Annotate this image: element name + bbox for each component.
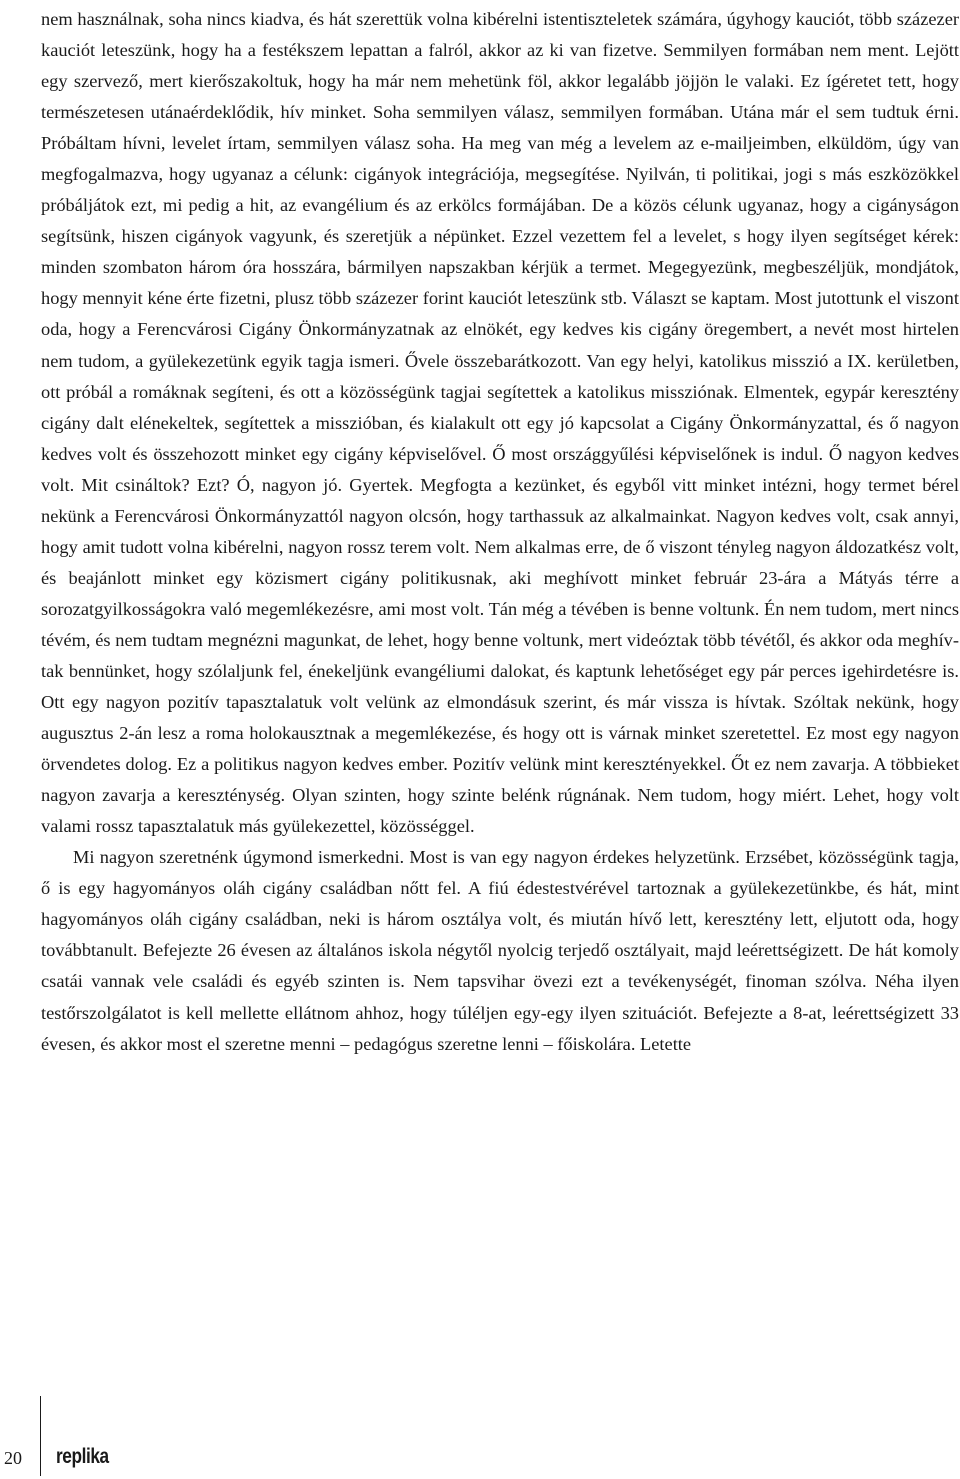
page-number: 20 <box>4 1448 22 1468</box>
footer-divider <box>40 1396 41 1476</box>
article-body <box>41 4 959 1060</box>
paragraph: Mi nagyon szeretnénk úgymond ismerkedni. Most is van egy nagyon érdekes helyzetünk. Erzsébet, közösségünk tagja, ő is egy hagyományos oláh cigány családban nőtt fel. A fiú édestestvérével tartoznak a gyülekezetünkbe, és hát, mint hagyományos oláh cigány családban, neki is három osztálya volt, és miután hívő lett, keresztény lett, eljutott oda, hogy továbbtanult. Befejezte 26 évesen az általános iskola négytől nyolcig terjedő osztályait, majd leérettségizett. De hát komoly csatái vannak vele családi és egyéb szinten is. Nem tapsvihar övezi ezt a tevékenységét, finoman szólva. Néha ilyen testőrszolgálatot is kell mellette ellátnom ahhoz, hogy túléljen egy-egy ilyen szituációt. Befejezte a 8-at, leérettségizett 33 évesen, és akkor most el szeretne menni – pedagógus szeretne lenni – főiskolára. Letette <box>41 847 959 1054</box>
journal-logo: replika <box>56 1445 109 1468</box>
paragraph: nem használnak, soha nincs kiadva, és hát szerettük volna kibérelni istentiszteletek számára, úgyhogy kauciót, több százezer kauciót leteszünk, hogy ha a festékszem lepattan a falról, akkor az ki van fizetve. Semmilyen formában nem ment. Lejött egy szervező, mert kierőszakoltuk, hogy ha már nem mehetünk föl, akkor legalább jöjjön le valaki. Ez ígéretet tett, hogy természetesen utánaérdeklődik, hív minket. Soha semmilyen válasz, semmilyen formában. Utána már el sem tudtuk érni. Próbáltam hívni, levelet írtam, semmilyen válasz soha. Ha meg van még a levelem az e-mailjeimben, elküldöm, úgy van megfogalmazva, hogy ugyanaz a célunk: cigányok integrációja, megsegítése. Nyilván, ti politikai, jogi s más eszközökkel próbáljátok ezt, mi pedig a hit, az evangélium és az erkölcs formájában. De a közös célunk ugyanaz, hogy a cigányságon segítsünk, hiszen cigányok vagyunk, és szeretjük a népünket. Ezzel vezettem fel a levelet, s hogy ilyen segítséget kérek: minden szombaton három óra hosszára, bármilyen napszakban kérjük a termet. Megegyezünk, megbeszéljük, mondjátok, hogy mennyit kéne érte fizetni, plusz több százezer forint kauciót leteszünk stb. Választ se kaptam. Most jutottunk el viszont oda, hogy a Ferencvárosi Cigány Önkormányzatnak az elnökét, egy kedves kis cigány öregembert, a nevét most hirtelen nem tudom, a gyülekezetünk egyik tagja ismeri. Ővele összebarátkozott. Van egy helyi, katolikus misszió a IX. kerületben, ott próbál a romáknak segíteni, és ott a közösségünk tagjai segítettek a katolikus missziónak. Elmentek, egypár keresztény cigány dalt elénekeltek, segítettek a misszióban, és kialakult ott egy jó kapcsolat a Cigány Önkormányzattal, és ő nagyon kedves volt és összehozott minket egy cigány képviselővel. Ő most országgyűlési képviselőnek is indul. Ő nagyon kedves volt. Mit csináltok? Ezt? Ó, nagyon jó. Gyertek. Megfogta a kezünket, és egyből vitt minket intézni, hogy termet bérel nekünk a Ferencvárosi Önkormányzattól nagyon olcsón, hogy tarthassuk az alkalmainkat. Nagyon kedves volt, csak annyi, hogy amit tudott volna kibérelni, nagyon rossz terem volt. Nem alkalmas erre, de ő viszont tényleg nagyon áldozatkész volt, és beajánlott minket egy közismert cigány politikusnak, aki meghívott minket február 23-ára a Mátyás térre a sorozatgyilkosságokra való megemlékezésre, ami most volt. Tán még a tévében is benne voltunk. Én nem tudom, mert nincs tévém, és nem tudtam megnézni magunkat, de lehet, hogy benne voltunk, mert videóztak több tévétől, és akkor oda meghívtak bennünket, hogy szólaljunk fel, énekeljünk evangéliumi dalokat, és kaptunk lehetőséget egy pár perces igehirdetésre is. Ott egy nagyon pozitív tapasztalatuk volt velünk az elmondásuk szerint, és már vissza is hívtak. Szóltak nekünk, hogy augusztus 2-án lesz a roma holokausztnak a megemlékezése, és hogy ott is várnak minket szeretettel. Ez most egy nagyon örvendetes dolog. Ez a politikus nagyon kedves ember. Pozitív velünk mint keresztényekkel. Őt ez nem zavarja. A többieket nagyon zavarja a kereszténység. Olyan szinten, hogy szinte belénk rúgnának. Nem tudom, hogy miért. Lehet, hogy volt valami rossz tapasztalatuk más gyülekezettel, közösséggel. <box>41 9 959 837</box>
